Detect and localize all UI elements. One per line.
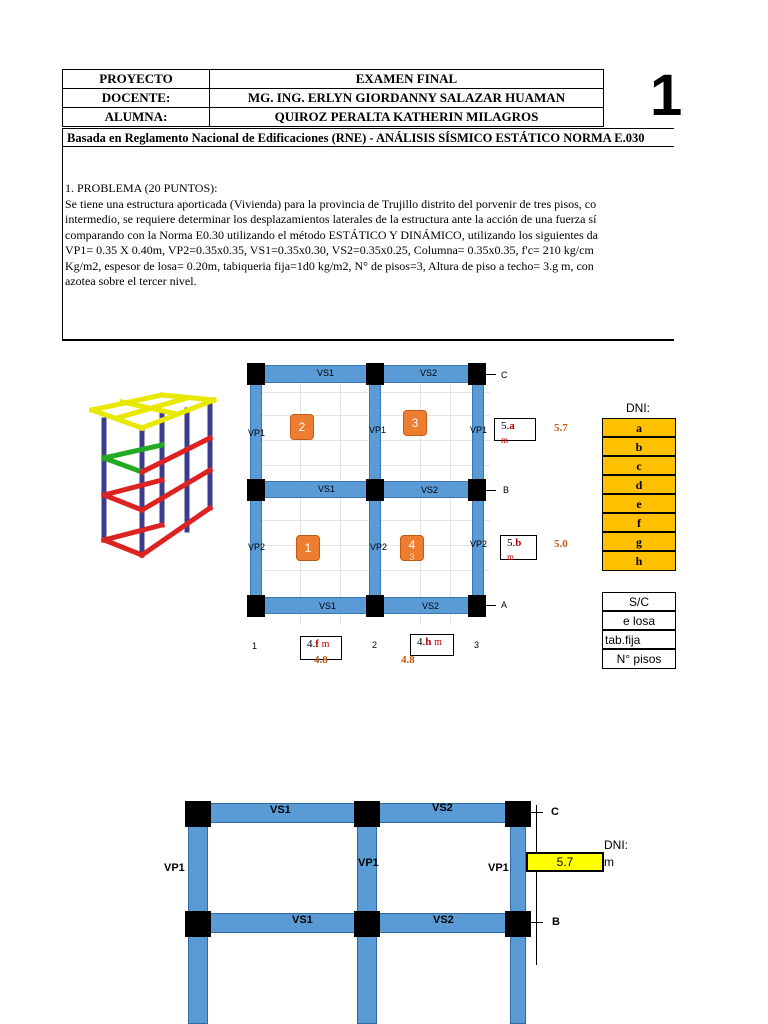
column [366, 595, 384, 617]
beam-label-vp2: VP2 [470, 539, 488, 549]
problem-line: VP1= 0.35 X 0.40m, VP2=0.35x0.35, VS1=0.35x0.30, VS2=0.35x0.25, Columna= 0.35x0.35, f'c= 210 kg/cm [65, 243, 594, 257]
beam-label-vp1: VP1 [164, 862, 185, 874]
beam-label-vs2: VS2 [433, 914, 454, 926]
column [505, 911, 531, 937]
dni-cell: b [602, 437, 676, 456]
docente-value: MG. ING. ERLYN GIORDANNY SALAZAR HUAMAN [210, 89, 604, 108]
column [366, 363, 384, 385]
column [247, 479, 265, 501]
dni-label-2: DNI: [604, 838, 628, 852]
dim-value-b: 5.0 [554, 538, 568, 550]
problem-line: 1. PROBLEMA (20 PUNTOS): [65, 181, 218, 195]
param-cell-sc: S/C [602, 592, 676, 611]
problem-line: comparando con la Norma E0.30 utilizando el método ESTÁTICO Y DINÁMICO, utilizando los siguientes da [65, 227, 599, 242]
axis-label-a: A [501, 600, 508, 610]
axis-label-3: 3 [474, 640, 480, 650]
param-cell-tabfija: tab.fija [602, 630, 676, 649]
column [505, 801, 531, 827]
room-badge: 2 [290, 414, 314, 440]
header-table [62, 69, 604, 127]
proyecto-label: PROYECTO [63, 70, 210, 89]
column [354, 801, 380, 827]
problem-box [62, 147, 674, 341]
axis-label-c: C [501, 370, 508, 380]
room-badge: 3 [403, 410, 427, 436]
alumna-label: ALUMNA: [63, 108, 210, 127]
column [185, 911, 211, 937]
dni-cell: f [602, 513, 676, 532]
dni-cell: c [602, 456, 676, 475]
param-cell-pisos: N° pisos [602, 649, 676, 669]
docente-label: DOCENTE: [63, 89, 210, 108]
beam-label-vp2: VP2 [248, 542, 266, 552]
dim-box-b: 5.b m [500, 535, 537, 560]
beam-label-vs1: VS1 [317, 368, 335, 378]
axis-label-b: B [503, 485, 510, 495]
beam-label-vp1: VP1 [358, 857, 379, 869]
beam-label-vs1: VS1 [318, 484, 336, 494]
beam-label-vp1: VP1 [488, 862, 509, 874]
column [247, 595, 265, 617]
axis-label-2: 2 [372, 640, 378, 650]
big-number: 1 [650, 63, 683, 128]
problem-line: Se tiene una estructura aporticada (Vivienda) para la provincia de Trujillo distrito del porvenir de tres pisos, co [65, 196, 597, 211]
column [185, 801, 211, 827]
axis-label-b: B [552, 916, 560, 928]
dni-highlight-value: 5.7 [526, 852, 604, 872]
dim-box-h: 4.h m [410, 634, 454, 656]
param-cell-losa: e losa [602, 611, 676, 630]
dim-box-a: 5.a m [494, 418, 536, 441]
room-badge: 1 [296, 535, 320, 561]
dni-cell: g [602, 532, 676, 551]
beam-label-vp1: VP1 [369, 425, 387, 435]
alumna-value: QUIROZ PERALTA KATHERIN MILAGROS [210, 108, 604, 127]
axis-label-1: 1 [252, 641, 258, 651]
dni-cell: d [602, 475, 676, 494]
dim-value-h: 4.8 [401, 654, 415, 666]
dni-cell: h [602, 551, 676, 571]
column [354, 911, 380, 937]
subtitle: Basada en Reglamento Nacional de Edificaciones (RNE) - ANÁLISIS SÍSMICO ESTÁTICO NORMA E.030 [62, 128, 674, 147]
dni-cell: e [602, 494, 676, 513]
problem-line: azotea sobre el tercer nivel. [65, 274, 197, 288]
column [468, 595, 486, 617]
beam-label-vs1: VS1 [319, 601, 337, 611]
beam-label-vs1: VS1 [270, 804, 291, 816]
dni-label: DNI: [626, 401, 650, 415]
beam-label-vp2: VP2 [370, 542, 388, 552]
beam-label-vp1: VP1 [248, 428, 266, 438]
column [366, 479, 384, 501]
structure-3d-illustration [82, 390, 222, 570]
axis-label-c: C [551, 806, 559, 818]
beam-label-vs1: VS1 [292, 914, 313, 926]
dni-unit: m [604, 855, 614, 869]
beam-label-vp1: VP1 [470, 425, 488, 435]
problem-text [65, 181, 765, 290]
proyecto-value: EXAMEN FINAL [210, 70, 604, 89]
room-badge: 4 3 [400, 535, 424, 561]
beam-label-vs2: VS2 [422, 601, 440, 611]
dim-box-f: 4.f m [300, 636, 342, 660]
problem-line: intermedio, se requiere determinar los desplazamientos laterales de la estructura ante la acción de una fuerza sí [65, 212, 597, 226]
beam-label-vs2: VS2 [432, 802, 453, 814]
dim-value-a: 5.7 [554, 422, 568, 434]
beam-label-vs2: VS2 [420, 368, 438, 378]
dni-cell: a [602, 418, 676, 437]
problem-line: Kg/m2, espesor de losa= 0.20m, tabiqueria fija=1d0 kg/m2, N° de pisos=3, Altura de piso a techo= 3.g m, con [65, 258, 594, 273]
beam-label-vs2: VS2 [421, 485, 439, 495]
column [247, 363, 265, 385]
dim-value-f: 4.8 [314, 654, 328, 666]
